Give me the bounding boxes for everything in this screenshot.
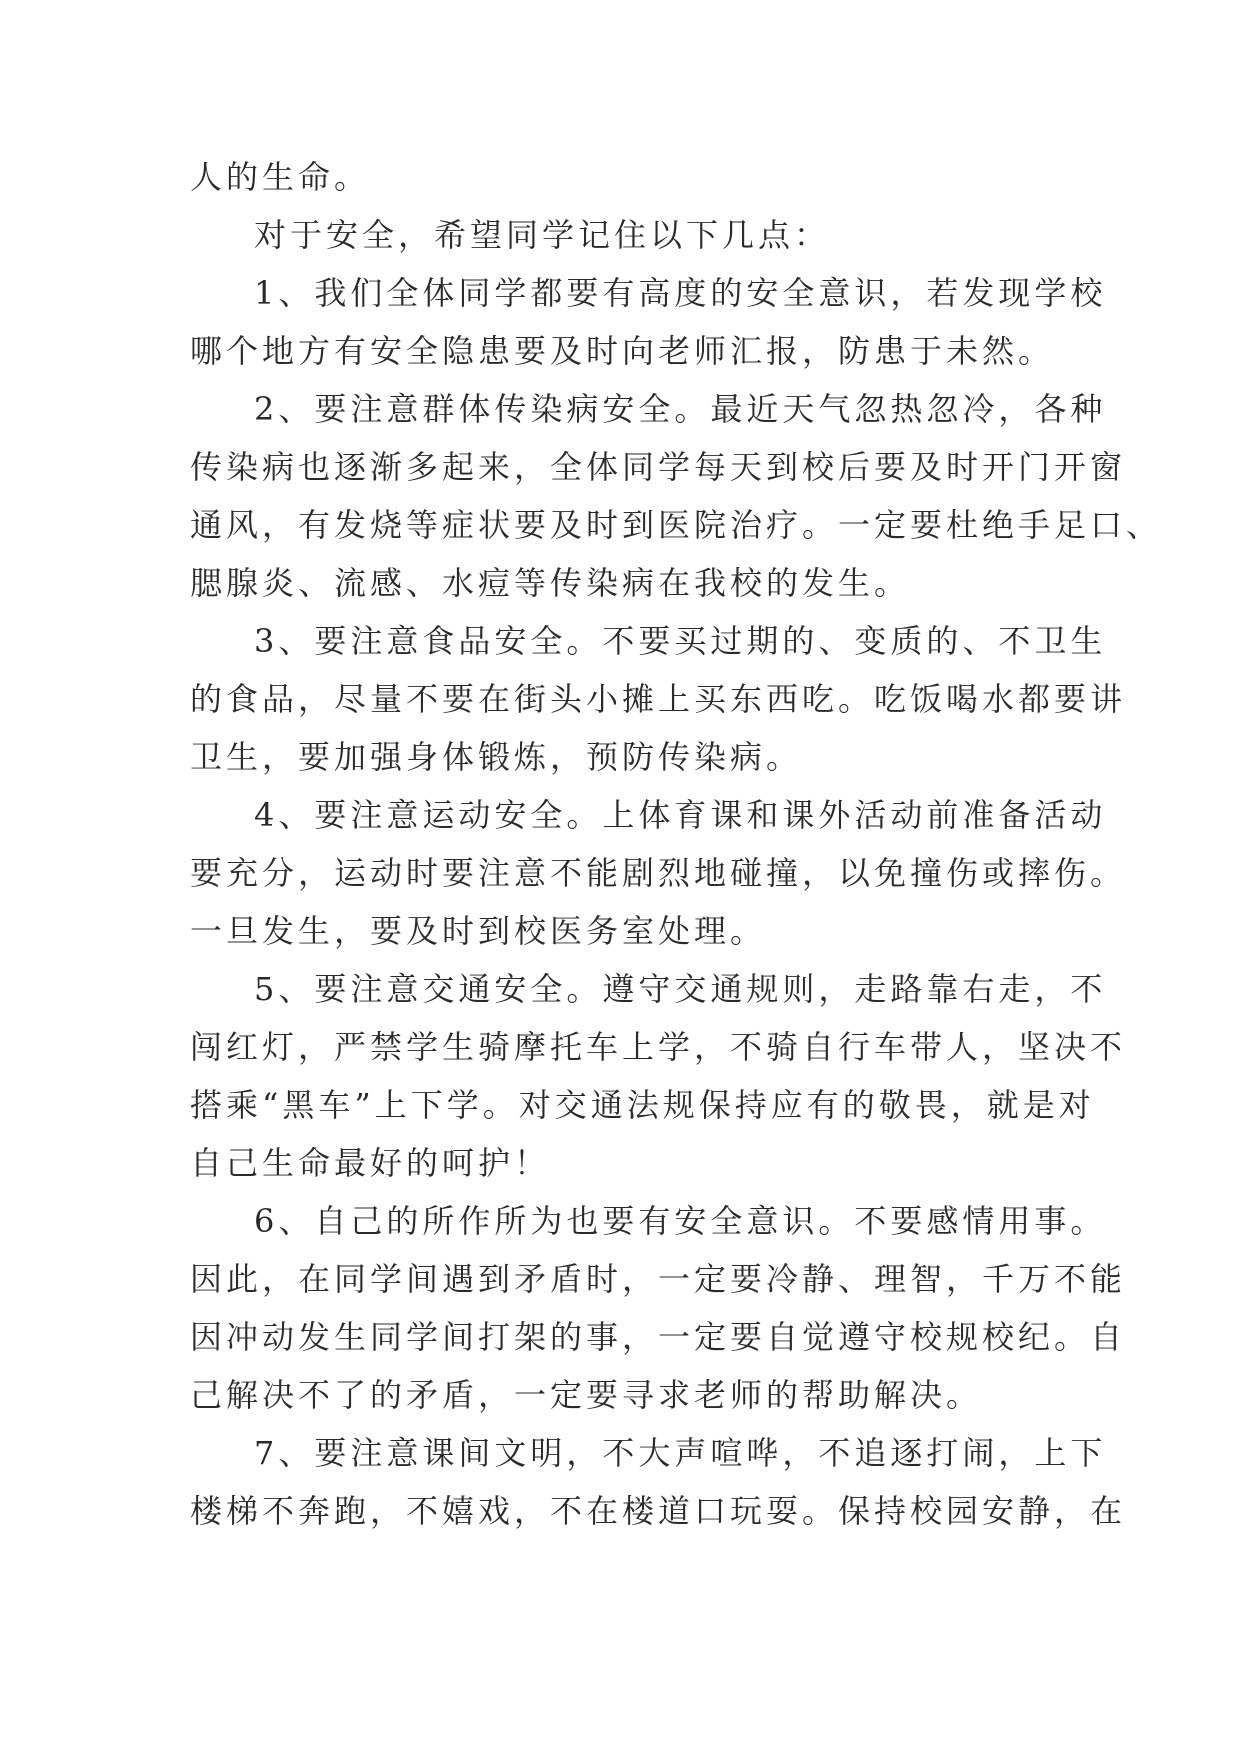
text-line: 搭乘“黑车”上下学。对交通法规保持应有的敬畏，就是对 [190, 1086, 1095, 1124]
text-line: 通风，有发烧等症状要及时到医院治疗。一定要杜绝手足口、 [190, 506, 1163, 544]
text-line: 对于安全，希望同学记住以下几点： [254, 216, 831, 254]
text-line: 4、要注意运动安全。上体育课和课外活动前准备活动 [254, 796, 1107, 834]
text-line: 6、自己的所作所为也要有安全意识。不要感情用事。 [254, 1202, 1107, 1240]
text-line: 1、我们全体同学都要有高度的安全意识，若发现学校 [254, 274, 1107, 312]
text-line: 腮腺炎、流感、水痘等传染病在我校的发生。 [190, 564, 911, 602]
text-line: 闯红灯，严禁学生骑摩托车上学，不骑自行车带人，坚决不 [190, 1028, 1127, 1066]
text-line: 自己生命最好的呵护！ [190, 1144, 551, 1182]
text-line: 哪个地方有安全隐患要及时向老师汇报，防患于未然。 [190, 332, 1055, 370]
text-line: 己解决不了的矛盾，一定要寻求老师的帮助解决。 [190, 1376, 983, 1414]
text-line: 2、要注意群体传染病安全。最近天气忽热忽冷，各种 [254, 390, 1107, 428]
text-line: 一旦发生，要及时到校医务室处理。 [190, 912, 767, 950]
text-line: 要充分，运动时要注意不能剧烈地碰撞，以免撞伤或摔伤。 [190, 854, 1127, 892]
text-line: 5、要注意交通安全。遵守交通规则，走路靠右走，不 [254, 970, 1107, 1008]
text-line: 3、要注意食品安全。不要买过期的、变质的、不卫生 [254, 622, 1107, 660]
text-line: 楼梯不奔跑，不嬉戏，不在楼道口玩耍。保持校园安静，在 [190, 1492, 1127, 1530]
text-line: 传染病也逐渐多起来，全体同学每天到校后要及时开门开窗 [190, 448, 1127, 486]
text-line: 7、要注意课间文明，不大声喧哗，不追逐打闹，上下 [254, 1434, 1107, 1472]
text-line: 因冲动发生同学间打架的事，一定要自觉遵守校规校纪。自 [190, 1318, 1127, 1356]
text-line: 人的生命。 [190, 158, 371, 196]
text-line: 卫生，要加强身体锻炼，预防传染病。 [190, 738, 803, 776]
body-text [190, 148, 1163, 1540]
text-line: 因此，在同学间遇到矛盾时，一定要冷静、理智，千万不能 [190, 1260, 1127, 1298]
text-line: 的食品，尽量不要在街头小摊上买东西吃。吃饭喝水都要讲 [190, 680, 1127, 718]
